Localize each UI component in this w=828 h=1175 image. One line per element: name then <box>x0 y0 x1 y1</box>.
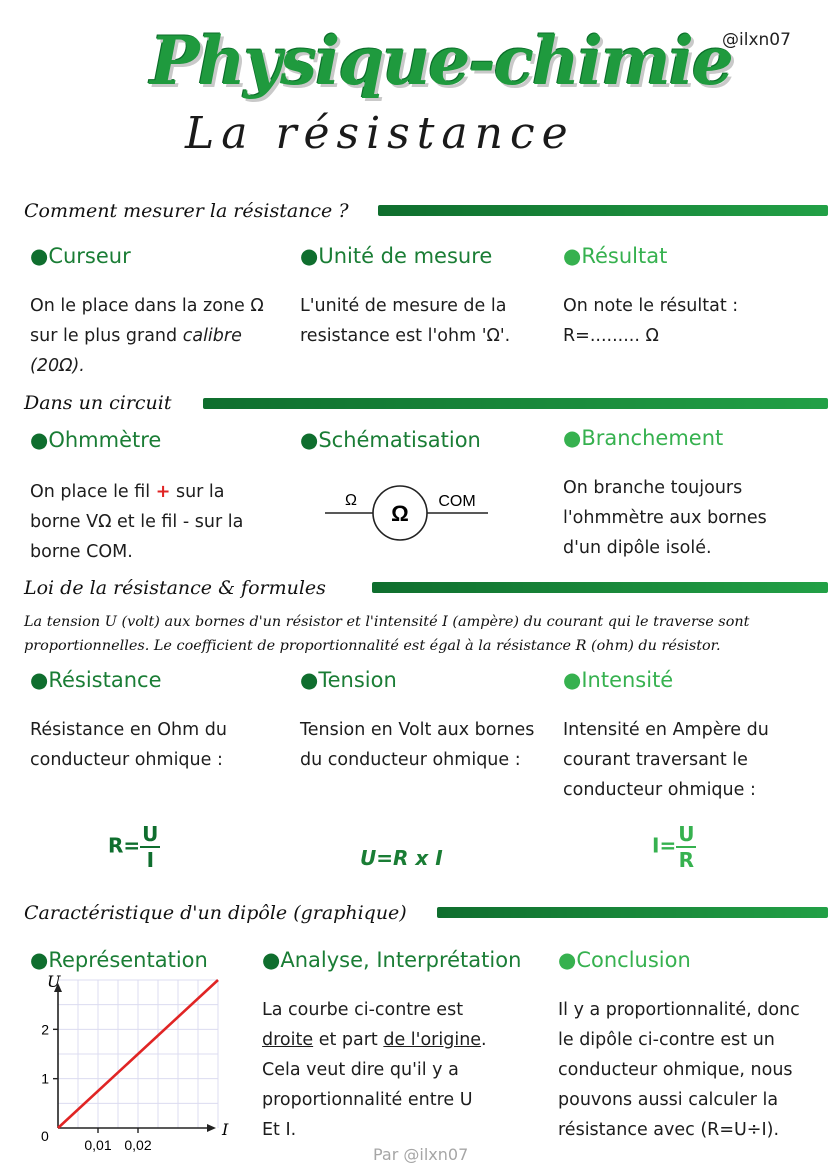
subtitle-conclusion: ●Conclusion <box>558 948 691 972</box>
section-bar <box>203 398 828 409</box>
subtitle-representation: ●Représentation <box>30 948 208 972</box>
bullet-icon: ● <box>262 948 281 972</box>
y-tick-label: 1 <box>41 1070 49 1087</box>
section-heading-loi: Loi de la résistance & formules <box>24 577 326 599</box>
subtitle-schematisation: ●Schématisation <box>300 428 481 452</box>
subtitle-curseur: ●Curseur <box>30 244 131 268</box>
subtitle-intensite: ●Intensité <box>563 668 674 692</box>
section-heading-measure: Comment mesurer la résistance ? <box>24 200 349 222</box>
y-tick-label: 2 <box>41 1021 49 1038</box>
text-resultat: On note le résultat : R=......... Ω <box>563 296 739 346</box>
y-axis-label: U <box>47 975 61 991</box>
section-bar <box>372 582 828 593</box>
section-bar <box>378 205 828 216</box>
x-tick-label: 0,02 <box>124 1137 152 1153</box>
bullet-icon: ● <box>30 428 49 452</box>
author-handle: @ilxn07 <box>722 30 791 50</box>
bullet-icon: ● <box>30 948 49 972</box>
bullet-icon: ● <box>30 244 49 268</box>
bullet-icon: ● <box>300 428 319 452</box>
page-subtitle: La résistance <box>185 108 575 159</box>
bullet-icon: ● <box>563 426 582 450</box>
law-statement: La tension U (volt) aux bornes d'un résistor et l'intensité I (ampère) du courant qui le traverse sont proportionnelles. Le coefficient de proportionnalité est égal à la résistance R (ohm) du résistor. <box>24 614 750 654</box>
section-heading-circuit: Dans un circuit <box>24 392 172 414</box>
plus-sign: + <box>155 482 171 502</box>
schematic-left-label: Ω <box>345 492 357 509</box>
subtitle-ohmmetre: ●Ohmmètre <box>30 428 162 452</box>
bullet-icon: ● <box>300 668 319 692</box>
subtitle-branchement: ●Branchement <box>563 426 724 450</box>
schematic-right-label: COM <box>438 493 476 510</box>
ohm-icon: Ω <box>391 501 409 526</box>
subtitle-resultat: ●Résultat <box>563 244 668 268</box>
footer-credit: Par @ilxn07 <box>373 1145 469 1164</box>
page-title: Physique-chimie <box>150 22 732 100</box>
origin-label: 0 <box>41 1128 49 1144</box>
section-bar <box>437 907 828 918</box>
text-conclusion: Il y a proportionnalité, donc le dipôle ci-contre est un conducteur ohmique, nous pouvons aussi calculer la résistance avec (R=U÷I). <box>558 1000 800 1140</box>
formula-resistance: R= $\frac{U}{I}$ <box>108 822 159 872</box>
text-curseur: On le place dans la zone Ω sur le plus grand calibre (20Ω). <box>30 296 264 376</box>
text-ohmmetre: On place le fil + sur la borne VΩ et le fil - sur la borne COM. <box>30 482 244 562</box>
text-branchement: On branche toujours l'ohmmètre aux bornes d'un dipôle isolé. <box>563 478 767 558</box>
formula-tension: U=R x I <box>360 846 443 870</box>
text-resistance: Résistance en Ohm du conducteur ohmique : <box>30 720 227 770</box>
bullet-icon: ● <box>30 668 49 692</box>
characteristic-chart <box>22 975 242 1165</box>
text-analyse: La courbe ci-contre est droite et part de l'origine. Cela veut dire qu'il y a proportionnalité entre U Et I. <box>262 1000 487 1140</box>
text-tension: Tension en Volt aux bornes du conducteur ohmique : <box>300 720 535 770</box>
text-unite: L'unité de mesure de la resistance est l'ohm 'Ω'. <box>300 296 511 346</box>
bullet-icon: ● <box>563 244 582 268</box>
section-heading-graph: Caractéristique d'un dipôle (graphique) <box>24 902 407 924</box>
subtitle-unite: ●Unité de mesure <box>300 244 493 268</box>
text-intensite: Intensité en Ampère du courant traversant le conducteur ohmique : <box>563 720 769 800</box>
x-axis-label: I <box>222 1120 229 1139</box>
ohmmeter-schematic <box>320 480 510 550</box>
x-tick-label: 0,01 <box>84 1137 112 1153</box>
bullet-icon: ● <box>300 244 319 268</box>
subtitle-resistance: ●Résistance <box>30 668 162 692</box>
formula-intensite: I= $\frac{U}{R}$ <box>652 822 695 872</box>
subtitle-analyse: ●Analyse, Interprétation <box>262 948 522 972</box>
bullet-icon: ● <box>558 948 577 972</box>
x-axis-arrow-icon <box>207 1124 216 1132</box>
subtitle-tension: ●Tension <box>300 668 397 692</box>
bullet-icon: ● <box>563 668 582 692</box>
